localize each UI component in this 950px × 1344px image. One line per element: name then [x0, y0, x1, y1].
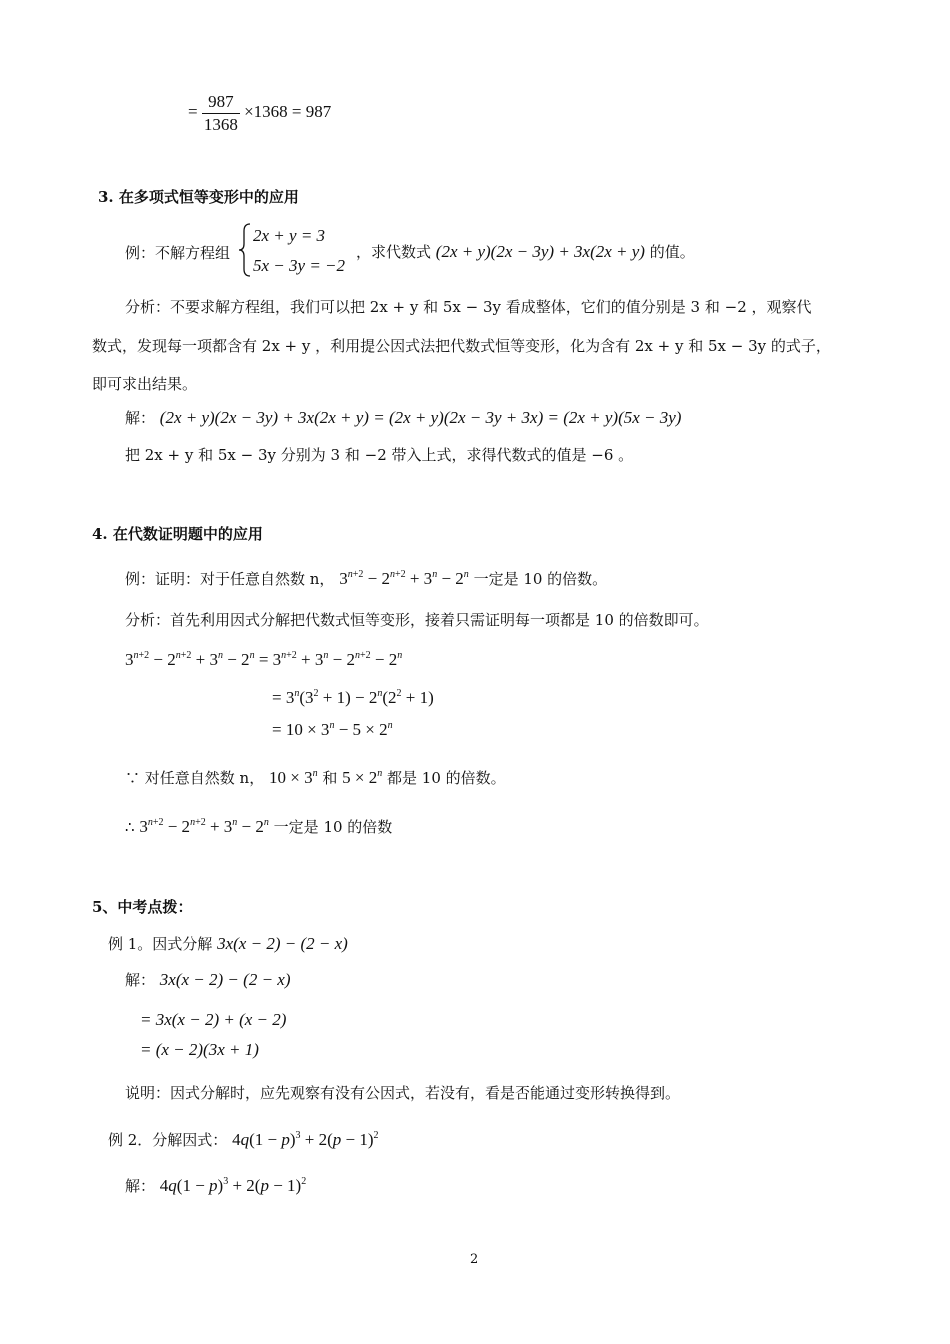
- s3-substitution: 把 2x + y 和 5x − 3y 分别为 3 和 −2 带入上式，求得代数式的值是 −6 。: [125, 446, 634, 464]
- s4-example-expression: $3^{n+2} - 2^{n+2} + 3^n - 2^n$: [339, 569, 469, 588]
- s5-solution-2: [125, 1176, 306, 1196]
- s4-therefore: [125, 817, 392, 837]
- example-1-label: 例 1。因式分解: [108, 935, 213, 953]
- section-3-title-text: 3. 在多项式恒等变形中的应用: [98, 188, 299, 206]
- s4-example-prefix: 例：证明：对于任意自然数 n，: [125, 570, 335, 588]
- s4-derivation-line-2: = $3^n(3^2 + 1) - 2^n(2^2 + 1)$: [272, 688, 434, 707]
- s3-example-rest: [356, 242, 695, 262]
- s3-example-mid: ，求代数式: [356, 243, 432, 261]
- section-4-title: 4. 在代数证明题中的应用: [92, 525, 263, 543]
- s5-example-2: [108, 1130, 379, 1150]
- fraction-numerator: 987: [202, 92, 240, 114]
- s5-solution-1: [125, 970, 291, 990]
- fraction-tail: ×1368 = 987: [244, 101, 332, 121]
- s4-example-suffix: 一定是 10 的倍数。: [473, 570, 608, 588]
- fraction-denominator: 1368: [203, 114, 238, 134]
- s3-example-prefix: 例：不解方程组: [125, 244, 231, 262]
- s3-analysis-line-2: 数式，发现每一项都含有 2x + y ，利用提公因式法把代数式恒等变形，化为含有 2x + y 和 5x − 3y 的式子，: [92, 337, 831, 355]
- system-equation-1: 2x + y = 3: [253, 226, 326, 245]
- because-suffix: 都是 10 的倍数。: [387, 769, 506, 787]
- s3-example-suffix: 的值。: [649, 243, 695, 261]
- solution-1-expression: 3x(x − 2) − (2 − x): [159, 970, 291, 989]
- section-3-title: [98, 188, 299, 206]
- because-prefix: ∵ 对任意自然数 n，: [125, 769, 265, 787]
- system-equation-2: 5x − 3y = −2: [253, 256, 346, 275]
- equals-sign: =: [188, 101, 198, 121]
- therefore-suffix: 一定是 10 的倍数: [273, 818, 393, 836]
- s4-derivation-line-3: = $10 \times 3^n - 5 \times 2^n$: [272, 720, 393, 739]
- s4-because: [125, 768, 506, 788]
- solution-1-label: 解：: [125, 971, 156, 989]
- s4-derivation-line-1: $3^{n+2} - 2^{n+2} + 3^n - 2^n = 3^{n+2} + 3^n - 2^{n+2} - 2^n$: [125, 650, 403, 669]
- s3-solution-expression: (2x + y)(2x − 3y) + 3x(2x + y) = (2x + y)(2x − 3y + 3x) = (2x + y)(5x − 3y): [159, 408, 682, 427]
- solution-2-label: 解：: [125, 1177, 156, 1195]
- because-mid: 和: [322, 769, 338, 787]
- s5-note: 说明：因式分解时，应先观察有没有公因式，若没有，看是否能通过变形转换得到。: [125, 1084, 681, 1102]
- therefore-expression: $3^{n+2} - 2^{n+2} + 3^n - 2^n$: [139, 817, 269, 836]
- s3-solution-label: 解：: [125, 409, 156, 427]
- s4-analysis: 分析：首先利用因式分解把代数式恒等变形，接着只需证明每一项都是 10 的倍数即可。: [125, 611, 709, 629]
- example-1-expression: 3x(x − 2) − (2 − x): [217, 934, 348, 953]
- solution-2-expression: $4q(1 - p)^3 + 2(p - 1)^2$: [159, 1176, 307, 1195]
- fraction: [202, 92, 240, 134]
- solution-1-step-2: = (x − 2)(3x + 1): [140, 1040, 259, 1059]
- s3-analysis-line-1: 分析：不要求解方程组，我们可以把 2x + y 和 5x − 3y 看成整体，它们的值分别是 3 和 −2 ，观察代: [125, 298, 812, 316]
- section-5-title: 5、中考点拨：: [92, 898, 193, 916]
- example-2-expression: $4q(1 - p)^3 + 2(p - 1)^2$: [232, 1130, 379, 1149]
- because-term-2: $5 \times 2^n$: [342, 768, 383, 787]
- s4-example: [125, 569, 607, 589]
- equation-system-brace: [238, 222, 252, 278]
- example-2-label: 例 2．分解因式：: [108, 1131, 228, 1149]
- s3-analysis-line-3: 即可求出结果。: [92, 375, 198, 393]
- fraction-equation-line: [188, 92, 331, 134]
- page-number: 2: [470, 1252, 479, 1267]
- s3-solution: [125, 408, 681, 428]
- solution-1-step-1: = 3x(x − 2) + (x − 2): [140, 1010, 287, 1029]
- s3-example-expression: (2x + y)(2x − 3y) + 3x(2x + y): [435, 242, 645, 261]
- s5-example-1: [108, 934, 348, 954]
- because-term-1: $10 \times 3^n$: [268, 768, 318, 787]
- therefore-prefix: ∴: [125, 818, 135, 836]
